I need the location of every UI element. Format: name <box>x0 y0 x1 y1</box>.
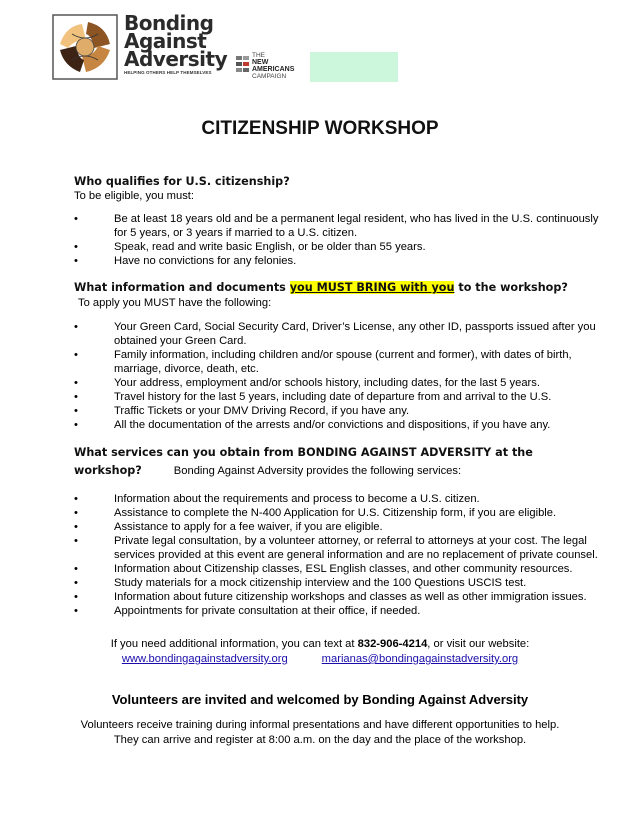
section3-list <box>74 492 604 618</box>
list-item: • Assistance to apply for a fee waiver, if you are eligible. <box>74 521 383 533</box>
list-item: • Information about Citizenship classes, ESL English classes, and other community resources. <box>74 563 573 575</box>
contact-links <box>0 652 640 666</box>
volunteers-line-2: They can arrive and register at 8:00 a.m. on the day and the place of the workshop. <box>113 734 527 746</box>
list-item: • Travel history for the last 5 years, including date of departure from and arrival to the U.S. <box>74 391 552 403</box>
list-item: • Information about future citizenship workshops and classes as well as other immigration issues. <box>74 591 587 603</box>
list-item: • Speak, read and write basic English, or be older than 55 years. <box>74 241 426 253</box>
logo-hands-image <box>52 14 118 80</box>
list-item: • Private legal consultation, by a volunteer attorney, or referral to attorneys at your cost. The legal services provided at this event are general information and are no replacement of private counsel. <box>74 535 598 561</box>
list-item: • Appointments for private consultation at their office, if needed. <box>74 605 421 617</box>
section1-intro: To be eligible, you must: <box>74 190 195 202</box>
list-item: • Have no convictions for any felonies. <box>74 255 297 267</box>
section3-heading-line1: What services can you obtain from BONDING AGAINST ADVERSITY at the <box>74 446 533 459</box>
page-title: CITIZENSHIP WORKSHOP <box>201 118 439 139</box>
logo-tagline: HELPING OTHERS HELP THEMSELVES <box>124 70 212 75</box>
list-item: • Family information, including children and/or spouse (current and former), with dates of birth, marriage, divorce, death, etc. <box>74 349 572 375</box>
list-item: • Your address, employment and/or schools history, including dates, for the last 5 years. <box>74 377 540 389</box>
section1-list <box>74 212 604 268</box>
volunteers-line-1: Volunteers receive training during informal presentations and have different opportunities to help. <box>80 719 560 731</box>
phone-number: 832-906-4214 <box>357 638 428 650</box>
section2-intro: To apply you MUST have the following: <box>78 297 272 309</box>
section2-list <box>74 320 604 432</box>
list-item: • Assistance to complete the N-400 Application for U.S. Citizenship form, if you are eligible. <box>74 507 557 519</box>
contact-line: If you need additional information, you can text at 832-906-4214, or visit our website: <box>110 638 530 650</box>
new-americans-campaign-logo <box>236 50 312 82</box>
nac-line-3: CAMPAIGN <box>252 73 287 80</box>
logo-line-3: Adversity <box>124 47 228 71</box>
list-item: • Information about the requirements and process to become a U.S. citizen. <box>74 493 480 505</box>
volunteers-heading: Volunteers are invited and welcomed by Bonding Against Adversity <box>111 692 529 707</box>
highlighted-text: you MUST BRING with you <box>289 281 455 294</box>
logo-wordmark <box>124 11 234 75</box>
list-item: • Study materials for a mock citizenship interview and the 100 Questions USCIS test. <box>74 577 527 589</box>
nac-line-1: THE <box>252 52 265 59</box>
section1-heading: Who qualifies for U.S. citizenship? <box>74 175 290 188</box>
section3-intro: Bonding Against Adversity provides the following services: <box>173 465 462 477</box>
list-item: • Be at least 18 years old and be a permanent legal resident, who has lived in the U.S. continuously for 5 years, or 3 years if married to a U.S. citizen. <box>74 213 599 239</box>
email-link[interactable]: marianas@bondingagainstadversity.org <box>321 653 519 665</box>
list-item: • Traffic Tickets or your DMV Driving Record, if you have any. <box>74 405 410 417</box>
website-link[interactable]: www.bondingagainstadversity.org <box>121 653 288 665</box>
green-placeholder-box <box>310 52 398 82</box>
list-item: • All the documentation of the arrests and/or convictions and dispositions, if you have any. <box>74 419 551 431</box>
nac-line-2: NEW AMERICANS <box>252 59 295 73</box>
section3-heading-line2: workshop? Bonding Against Adversity provides the following services: <box>74 464 462 477</box>
section2-heading: What information and documents you MUST BRING with you to the workshop? <box>74 281 568 294</box>
list-item: • Your Green Card, Social Security Card, Driver’s License, any other ID, passports issued after you obtained your Green Card. <box>74 321 596 347</box>
logo-line-1: Bonding <box>124 11 214 35</box>
logo-line-2: Against <box>124 29 207 53</box>
